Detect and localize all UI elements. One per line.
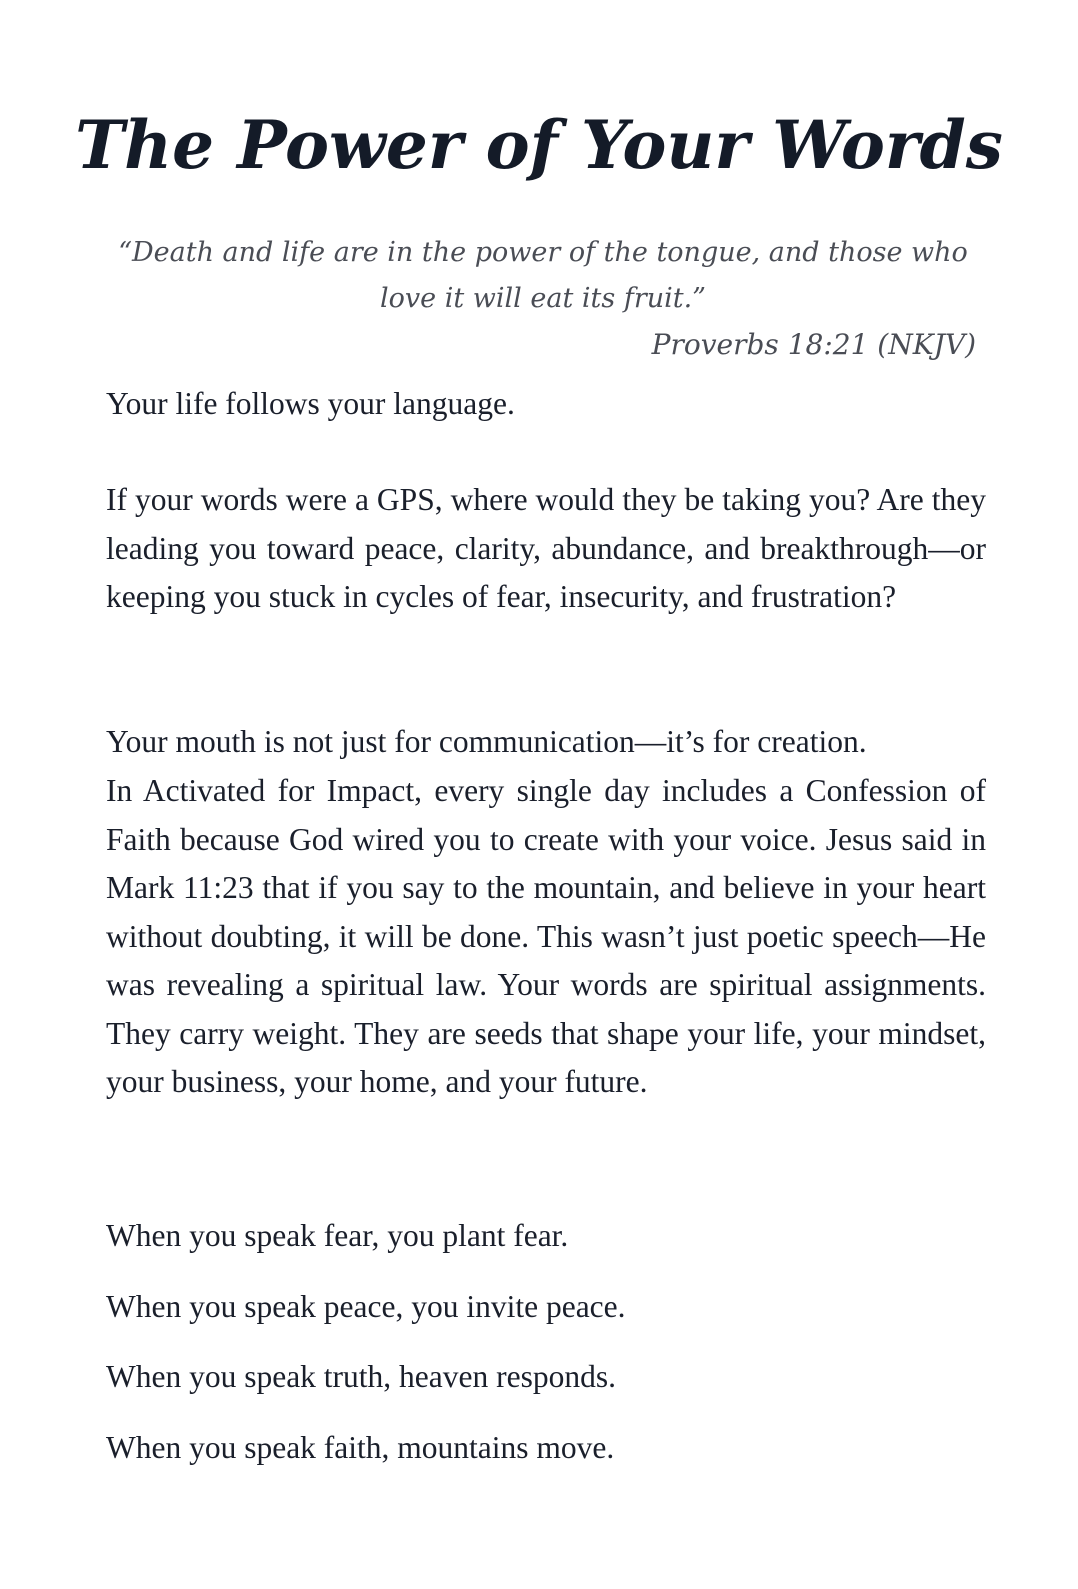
declaration-faith: When you speak faith, mountains move.: [106, 1429, 615, 1465]
declaration-peace: When you speak peace, you invite peace.: [106, 1288, 626, 1324]
page-title: The Power of Your Words: [75, 106, 1003, 184]
paragraph-mouth: Your mouth is not just for communication—it’s for creation.: [106, 724, 867, 759]
epigraph-quote: “Death and life are in the power of the tongue, and those who love it will eat its fruit.”: [118, 237, 968, 314]
declaration-truth: When you speak truth, heaven responds.: [106, 1359, 616, 1394]
paragraph-intro: Your life follows your language.: [106, 386, 515, 421]
declaration-fear: When you speak fear, you plant fear.: [106, 1218, 569, 1253]
paragraph-activated: In Activated for Impact, every single day includes a Confession of Faith because God wired you to create with your voice. Jesus said in Mark 11:23 that if you say to the mountain, and believe in your heart without doubting, it will be done. This wasn’t just poetic speech—He was revealing a spiritual law. Your words are spiritual assignments. They carry weight. They are seeds that shape your life, your mindset, your business, your home, and your future.: [106, 773, 986, 1099]
epigraph-citation: Proverbs 18:21 (NKJV): [651, 328, 976, 361]
paragraph-gps: If your words were a GPS, where would they be taking you? Are they leading you toward peace, clarity, abundance, and breakthrough—or keeping you stuck in cycles of fear, insecurity, and frustration?: [106, 482, 986, 614]
declarations-list: [106, 1212, 986, 1494]
